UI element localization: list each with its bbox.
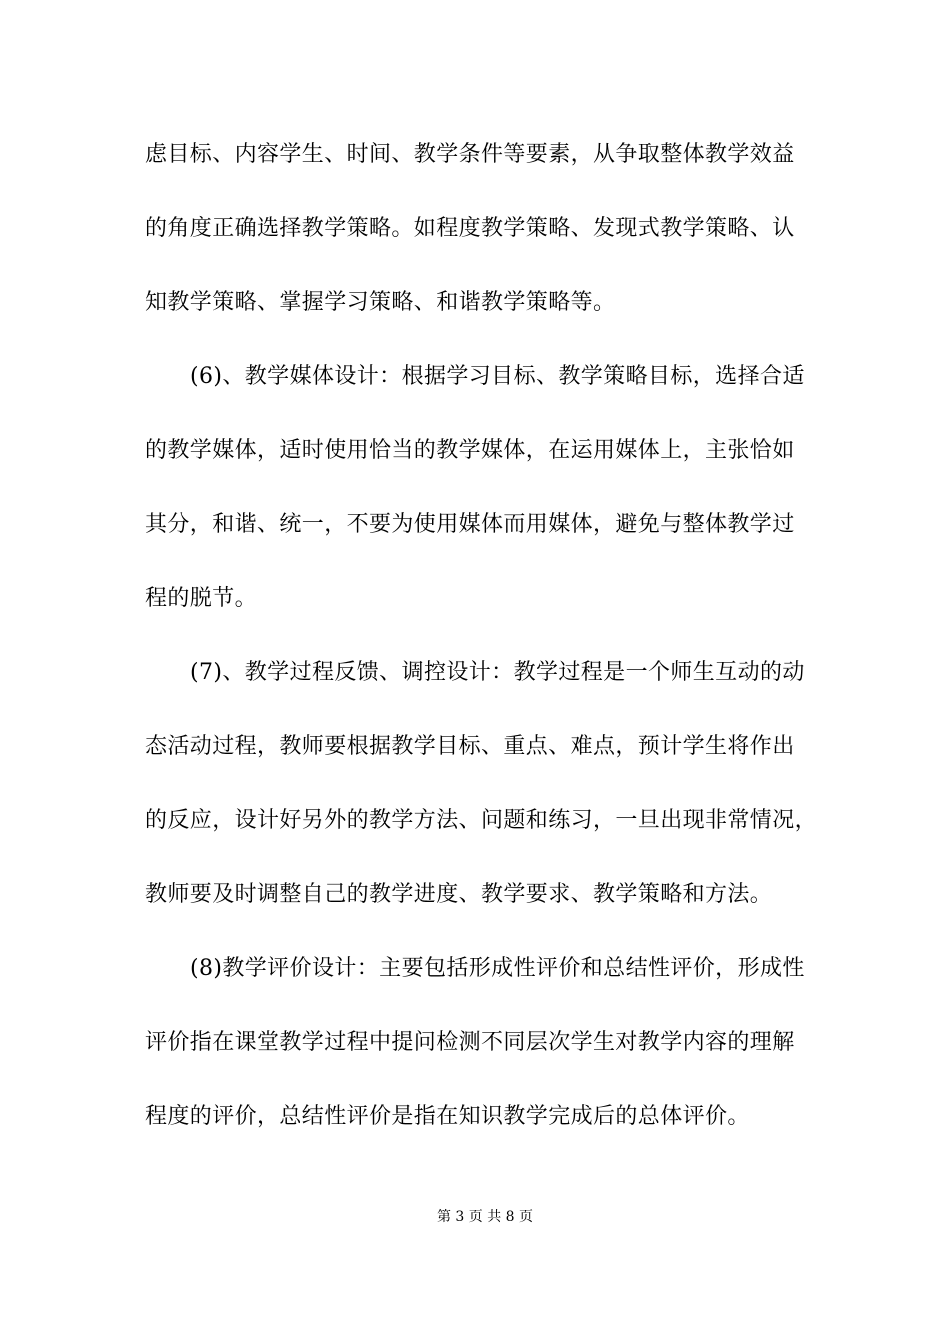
paragraph-line: (8)教学评价设计：主要包括形成性评价和总结性评价，形成性 (190, 956, 805, 981)
paragraph-line: 评价指在课堂教学过程中提问检测不同层次学生对教学内容的理解 (145, 1030, 795, 1055)
paragraph-line: 的反应，设计好另外的教学方法、问题和练习，一旦出现非常情况， (145, 808, 818, 833)
paragraph-line: 虑目标、内容学生、时间、教学条件等要素，从争取整体教学效益 (145, 142, 795, 167)
paragraph-line: 态活动过程，教师要根据教学目标、重点、难点，预计学生将作出 (145, 734, 795, 759)
page-number: 第 3 页 共 8 页 (436, 1209, 534, 1225)
paragraph-line: (6)、教学媒体设计：根据学习目标、教学策略目标，选择合适 (190, 364, 805, 389)
page-footer (0, 1207, 950, 1227)
paragraph-line: 教师要及时调整自己的教学进度、教学要求、教学策略和方法。 (145, 882, 773, 907)
paragraph-line: 程度的评价，总结性评价是指在知识教学完成后的总体评价。 (145, 1104, 750, 1129)
paragraph-line: 其分，和谐、统一，不要为使用媒体而用媒体，避免与整体教学过 (145, 512, 795, 537)
paragraph-line: 程的脱节。 (145, 586, 258, 611)
paragraph-line: (7)、教学过程反馈、调控设计：教学过程是一个师生互动的动 (190, 660, 805, 685)
paragraph-line: 的角度正确选择教学策略。如程度教学策略、发现式教学策略、认 (145, 216, 795, 241)
paragraph-line: 的教学媒体，适时使用恰当的教学媒体，在运用媒体上，主张恰如 (145, 438, 795, 463)
paragraph-line: 知教学策略、掌握学习策略、和谐教学策略等。 (145, 290, 616, 315)
